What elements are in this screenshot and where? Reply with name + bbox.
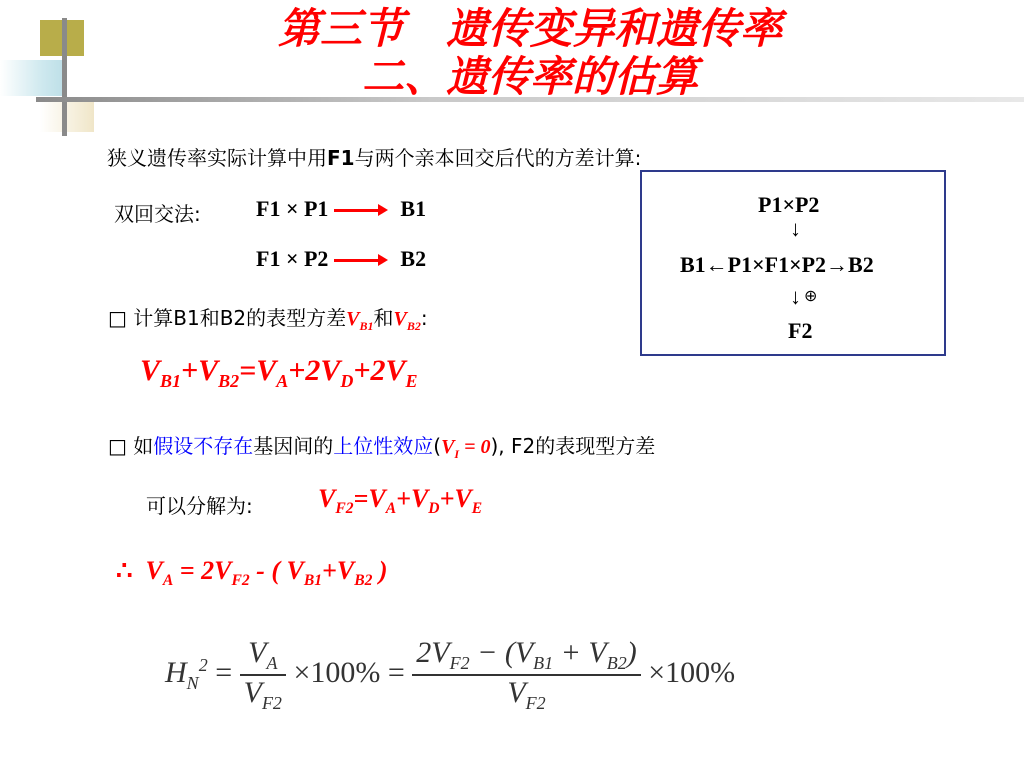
step1-text: 计算B1和B2的表型方差 (133, 306, 347, 330)
equation-2: $V_{F2}=V_A+V_D+V_E$ (318, 484, 483, 518)
red-arrow-icon (334, 259, 380, 262)
checkbox-bullet-icon: □ (108, 434, 127, 458)
intro-text (107, 142, 641, 171)
equation-3: ∴ $V_A = 2V_{F2}$ - ( $V_{B1}+V_{B2}$ ) (116, 556, 388, 590)
step1-vb2-base: V (393, 308, 407, 330)
self-cross-icon: ⊕ (804, 288, 818, 305)
backcross-row2-right: B2 (400, 246, 427, 271)
diagram-bottom-f2: F2 (788, 318, 813, 343)
formula-fraction-1: $\frac{V_A}{V_{F2}}$ (240, 636, 286, 714)
step1-vb2-sub: B2 (406, 319, 421, 333)
intro-text-after: 与两个亲本回交后代的方差计算: (354, 146, 642, 170)
step1-colon: : (420, 306, 428, 330)
formula-h-n-squared: $H_N^2$ (165, 654, 208, 693)
step2-line (108, 430, 655, 462)
decor-block-sand (40, 98, 94, 132)
backcross-row-2 (256, 246, 426, 272)
slide-title-line1: 第三节 遗传变异和遗传率 (277, 4, 782, 53)
formula-percent-2: ×100% (648, 655, 736, 689)
decor-block-cyan (0, 60, 62, 96)
formula-percent-1: ×100% (293, 655, 381, 689)
backcross-row1-right: B1 (400, 196, 427, 221)
step2-vi-eq: = 0 (459, 436, 491, 458)
decor-vertical-line (62, 18, 67, 136)
step1-vb1-sub: B1 (359, 319, 374, 333)
backcross-row2-left: F1 × P2 (256, 246, 329, 271)
slide-title-line2: 二、遗传率的估算 (361, 52, 698, 101)
equation-1: $V_{B1}+V_{B2}=V_A+2V_D+2V_E$ (140, 354, 418, 391)
step2-vi-base: V (441, 436, 455, 458)
down-arrow-icon: ↓ (790, 216, 801, 241)
step2-t3: 基因间的 (253, 434, 334, 458)
step2-t1: 如 (133, 434, 154, 458)
step2-vi (441, 436, 491, 461)
backcross-row1-left: F1 × P1 (256, 196, 329, 221)
step2-epistasis: 上位性效应 (333, 434, 434, 458)
step2-t6: ), F2的表现型方差 (490, 434, 656, 458)
checkbox-bullet-icon: □ (108, 306, 127, 330)
red-arrow-icon (334, 209, 380, 212)
step2-vi-sub: I (454, 447, 460, 461)
step2-decompose-label: 可以分解为: (146, 494, 253, 518)
formula-fraction-2: $\frac{2V_{F2} - (V_{B1} + V_{B2})}{V_{F2}}$ (412, 636, 640, 714)
step1-vb1-base: V (346, 308, 360, 330)
step1-vb2 (393, 308, 421, 333)
cross-diagram-box (640, 170, 946, 356)
intro-f1: F1 (327, 146, 355, 170)
step1-vb1 (346, 308, 374, 333)
heritability-formula: $H_N^2$ = $\frac{V_A}{V_{F2}}$ ×100% = $\frac{2V_{F2} - (V_{B1} + V_{B2})}{V_{F2}}$ ×100% (165, 636, 736, 713)
step1-and: 和 (373, 306, 394, 330)
step1-line (108, 302, 428, 334)
intro-text-before: 狭义遗传率实际计算中用 (107, 146, 327, 170)
backcross-label: 双回交法: (114, 202, 201, 226)
diagram-top-cross: P1×P2 (758, 192, 820, 217)
backcross-row-1 (256, 196, 426, 222)
diagram-middle-cross: B1←P1×F1×P2→B2 (680, 252, 874, 277)
step2-t5: ( (433, 434, 442, 458)
step2-assumption: 假设不存在 (153, 434, 254, 458)
down-arrow-icon: ↓ (790, 284, 801, 309)
